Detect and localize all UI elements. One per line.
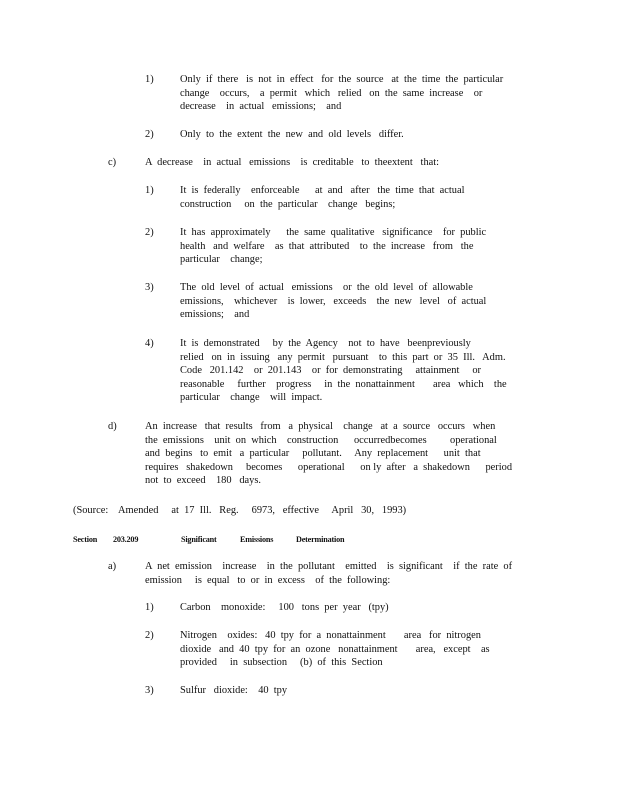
text-line: reasonable further progress in the nonattainment area which the: [180, 378, 507, 390]
item-label: 1): [145, 185, 154, 196]
source-note-text: (Source: Amended at 17 Ill. Reg. 6973, effective April 30, 1993): [73, 505, 407, 516]
item-text: [180, 629, 490, 670]
subsection-label: c): [108, 157, 117, 168]
subsection-label: d): [108, 421, 117, 432]
text-line: emissions; and: [180, 309, 250, 321]
section-title-1: Significant: [181, 535, 217, 544]
text-line: particular change;: [180, 254, 263, 266]
item-label: 3): [145, 685, 154, 696]
item-label: 3): [145, 282, 154, 293]
item-text: [180, 281, 486, 322]
item-label: 1): [145, 74, 154, 85]
subsection-label: a): [108, 561, 117, 572]
text-line: It is federally enforceable at and after the time that actual: [180, 185, 465, 196]
text-line: Only to the extent the new and old levels differ.: [180, 129, 404, 140]
item-text: [180, 73, 503, 114]
text-line: the emissions unit on which construction occurredbecomes operational: [145, 434, 497, 446]
text-line: dioxide and 40 tpy for an ozone nonattainment area, except as: [180, 643, 490, 655]
section-number: 203.209: [113, 535, 139, 544]
subsection-text: [145, 156, 439, 170]
text-line: A net emission increase in the pollutant emitted is significant if the rate of: [145, 561, 513, 572]
item-text: [180, 601, 389, 615]
item-text: [180, 184, 464, 211]
text-line: provided in subsection (b) of this Section: [180, 657, 383, 669]
text-line: Sulfur dioxide: 40 tpy: [180, 685, 288, 696]
section-title-3: Determination: [296, 535, 345, 544]
text-line: The old level of actual emissions or the old level of allowable: [180, 282, 473, 293]
text-line: It has approximately the same qualitative significance for public: [180, 227, 487, 238]
item-label: 2): [145, 129, 154, 140]
text-line: requires shakedown becomes operational on ly after a shakedown period: [145, 461, 513, 473]
text-line: construction on the particular change begins;: [180, 198, 396, 210]
text-line: emission is equal to or in excess of the following:: [145, 574, 391, 586]
section-word: Section: [73, 535, 98, 544]
text-line: relied on in issuing any permit pursuant to this part or 35 Ill. Adm.: [180, 351, 506, 363]
text-line: It is demonstrated by the Agency not to have beenpreviously: [180, 338, 471, 349]
item-text: [180, 226, 486, 267]
text-line: emissions, whichever is lower, exceeds the new level of actual: [180, 295, 487, 307]
text-line: Nitrogen oxides: 40 tpy for a nonattainment area for nitrogen: [180, 630, 481, 641]
text-line: An increase that results from a physical change at a source occurs when: [145, 421, 496, 432]
text-line: decrease in actual emissions; and: [180, 101, 342, 113]
item-label: 2): [145, 227, 154, 238]
text-line: change occurs, a permit which relied on the same increase or: [180, 87, 483, 99]
text-line: health and welfare as that attributed to the increase from the: [180, 240, 474, 252]
subsection-text: [145, 420, 512, 488]
text-line: and begins to emit a particular pollutant. Any replacement unit that: [145, 448, 481, 460]
subsection-text: [145, 560, 512, 587]
text-line: Only if there is not in effect for the source at the time the particular: [180, 74, 504, 85]
text-line: particular change will impact.: [180, 392, 323, 404]
item-text: [180, 128, 404, 142]
item-label: 4): [145, 338, 154, 349]
source-note: [73, 504, 406, 518]
section-title-2: Emissions: [240, 535, 274, 544]
text-line: Code 201.142 or 201.143 or for demonstrating attainment or: [180, 365, 481, 377]
item-text: [180, 684, 287, 698]
text-line: not to exceed 180 days.: [145, 475, 262, 487]
item-label: 2): [145, 630, 154, 641]
text-line: Carbon monoxide: 100 tons per year (tpy): [180, 602, 389, 613]
item-text: [180, 337, 507, 405]
item-label: 1): [145, 602, 154, 613]
text-line: A decrease in actual emissions is creditable to theextent that:: [145, 157, 440, 168]
